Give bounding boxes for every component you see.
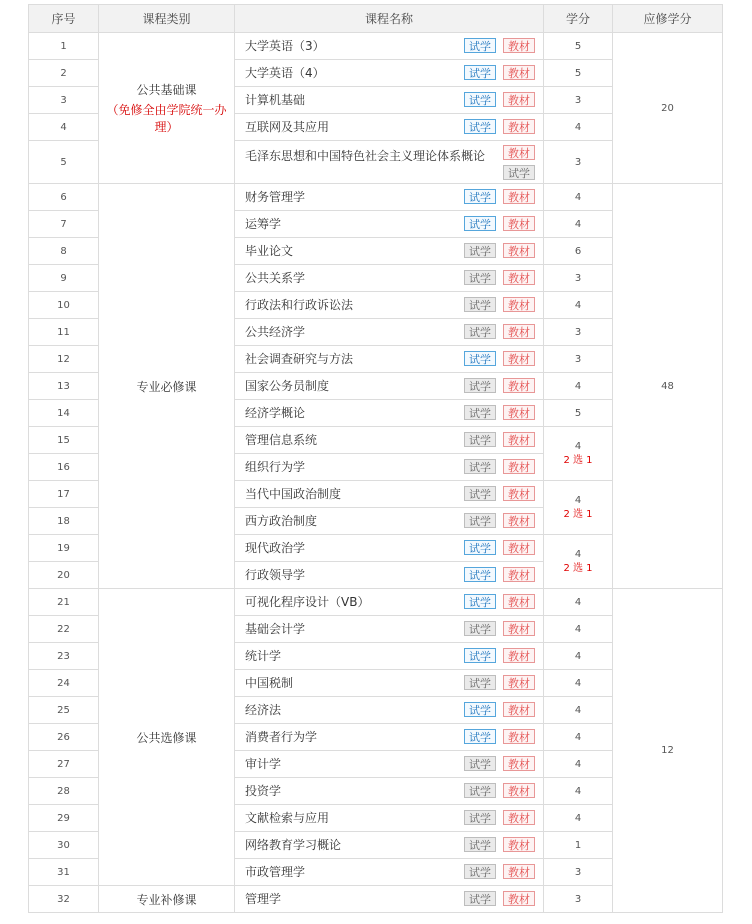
course-name[interactable]: 审计学	[245, 757, 282, 771]
course-number: 32	[29, 886, 99, 913]
course-name[interactable]: 组织行为学	[245, 460, 306, 474]
course-name[interactable]: 中国税制	[245, 676, 294, 690]
course-number: 17	[29, 481, 99, 508]
course-name-cell	[235, 400, 544, 427]
try-learn-button[interactable]: 试学	[464, 405, 496, 420]
course-name[interactable]: 基础会计学	[245, 622, 306, 636]
course-credit: 1	[544, 832, 613, 859]
course-credit: 4	[544, 751, 613, 778]
course-credit: 4	[544, 697, 613, 724]
course-number: 20	[29, 562, 99, 589]
textbook-button[interactable]: 教材	[503, 810, 535, 825]
credit-value: 4	[574, 494, 582, 506]
course-name-cell	[235, 535, 544, 562]
course-number: 30	[29, 832, 99, 859]
textbook-button[interactable]: 教材	[503, 540, 535, 555]
choice-note: 2 选 1	[563, 562, 593, 574]
course-name[interactable]: 消费者行为学	[245, 730, 318, 744]
try-learn-button[interactable]: 试学	[464, 324, 496, 339]
try-learn-button[interactable]: 试学	[464, 378, 496, 393]
course-name[interactable]: 现代政治学	[245, 541, 306, 555]
course-number: 22	[29, 616, 99, 643]
course-name[interactable]: 经济法	[245, 703, 282, 717]
course-credit: 4	[544, 211, 613, 238]
textbook-button[interactable]: 教材	[503, 864, 535, 879]
textbook-button[interactable]: 教材	[503, 567, 535, 582]
course-name[interactable]: 经济学概论	[245, 406, 306, 420]
textbook-button[interactable]: 教材	[503, 297, 535, 312]
course-name-cell	[235, 832, 544, 859]
course-name-cell	[235, 778, 544, 805]
course-name-cell	[235, 265, 544, 292]
course-name[interactable]: 管理信息系统	[245, 433, 318, 447]
textbook-button[interactable]: 教材	[503, 405, 535, 420]
course-name[interactable]: 统计学	[245, 649, 282, 663]
course-name[interactable]: 网络教育学习概论	[245, 838, 342, 852]
textbook-button[interactable]: 教材	[503, 92, 535, 107]
course-credit: 5	[544, 33, 613, 60]
course-name-cell	[235, 589, 544, 616]
try-learn-button[interactable]: 试学	[464, 891, 496, 906]
course-number: 24	[29, 670, 99, 697]
course-number: 28	[29, 778, 99, 805]
try-learn-button[interactable]: 试学	[464, 675, 496, 690]
textbook-button[interactable]: 教材	[503, 378, 535, 393]
textbook-button[interactable]: 教材	[503, 324, 535, 339]
course-name[interactable]: 大学英语（3）	[245, 39, 325, 53]
course-number: 6	[29, 184, 99, 211]
course-number: 29	[29, 805, 99, 832]
required-credits: 12	[613, 589, 723, 913]
course-name[interactable]: 毛泽东思想和中国特色社会主义理论体系概论	[245, 149, 486, 163]
textbook-button[interactable]: 教材	[503, 145, 535, 160]
course-name[interactable]: 市政管理学	[245, 865, 306, 879]
course-number: 7	[29, 211, 99, 238]
try-learn-button[interactable]: 试学	[464, 351, 496, 366]
textbook-button[interactable]: 教材	[503, 270, 535, 285]
course-credit: 4	[544, 292, 613, 319]
textbook-button[interactable]: 教材	[503, 729, 535, 744]
textbook-button[interactable]: 教材	[503, 648, 535, 663]
textbook-button[interactable]: 教材	[503, 459, 535, 474]
course-credit: 3	[544, 346, 613, 373]
textbook-button[interactable]: 教材	[503, 189, 535, 204]
textbook-button[interactable]: 教材	[503, 119, 535, 134]
course-credit	[544, 427, 613, 481]
course-number: 11	[29, 319, 99, 346]
textbook-button[interactable]: 教材	[503, 756, 535, 771]
course-name-cell	[235, 886, 544, 913]
course-name-cell	[235, 427, 544, 454]
course-name-cell	[235, 292, 544, 319]
try-learn-button[interactable]: 试学	[464, 756, 496, 771]
try-learn-button[interactable]: 试学	[464, 243, 496, 258]
course-name[interactable]: 管理学	[245, 892, 282, 906]
course-credit: 4	[544, 670, 613, 697]
course-name[interactable]: 行政法和行政诉讼法	[245, 298, 354, 312]
course-name-cell	[235, 319, 544, 346]
textbook-button[interactable]: 教材	[503, 594, 535, 609]
try-learn-button[interactable]: 试学	[464, 119, 496, 134]
credit-value: 4	[574, 548, 582, 560]
course-credit: 3	[544, 859, 613, 886]
course-name[interactable]: 计算机基础	[245, 93, 306, 107]
course-name[interactable]: 投资学	[245, 784, 282, 798]
choice-note: 2 选 1	[563, 454, 593, 466]
course-number: 13	[29, 373, 99, 400]
textbook-button[interactable]: 教材	[503, 621, 535, 636]
category-note: （免修全由学院统一办理）	[106, 103, 227, 134]
course-name-cell	[235, 373, 544, 400]
try-learn-button[interactable]: 试学	[464, 486, 496, 501]
try-learn-button[interactable]: 试学	[464, 189, 496, 204]
course-credit	[544, 535, 613, 589]
course-credit: 5	[544, 400, 613, 427]
course-name[interactable]: 互联网及其应用	[245, 120, 330, 134]
required-credits: 20	[613, 33, 723, 184]
try-learn-button[interactable]: 试学	[464, 567, 496, 582]
table-row	[29, 33, 723, 60]
course-name-cell	[235, 751, 544, 778]
course-name-cell	[235, 643, 544, 670]
try-learn-button[interactable]: 试学	[464, 38, 496, 53]
course-name-cell	[235, 60, 544, 87]
course-number: 15	[29, 427, 99, 454]
course-credit: 4	[544, 616, 613, 643]
course-number: 12	[29, 346, 99, 373]
course-category	[99, 886, 235, 913]
course-number: 26	[29, 724, 99, 751]
header-name: 课程名称	[235, 5, 544, 33]
course-number: 14	[29, 400, 99, 427]
header-row	[29, 5, 723, 33]
course-name[interactable]: 大学英语（4）	[245, 66, 325, 80]
course-number: 19	[29, 535, 99, 562]
credit-value: 4	[574, 440, 582, 452]
course-name-cell	[235, 724, 544, 751]
course-name[interactable]: 行政领导学	[245, 568, 306, 582]
header-category: 课程类别	[99, 5, 235, 33]
course-name-cell	[235, 33, 544, 60]
try-learn-button[interactable]: 试学	[464, 621, 496, 636]
course-category	[99, 589, 235, 886]
course-name-cell	[235, 454, 544, 481]
course-table	[28, 4, 723, 913]
try-learn-button[interactable]: 试学	[464, 432, 496, 447]
textbook-button[interactable]: 教材	[503, 486, 535, 501]
course-number: 21	[29, 589, 99, 616]
course-number: 27	[29, 751, 99, 778]
course-name-cell	[235, 616, 544, 643]
try-learn-button[interactable]: 试学	[464, 297, 496, 312]
course-credit: 4	[544, 114, 613, 141]
textbook-button[interactable]: 教材	[503, 432, 535, 447]
try-learn-button[interactable]: 试学	[464, 783, 496, 798]
course-number: 5	[29, 141, 99, 184]
course-name-cell	[235, 211, 544, 238]
course-credit: 3	[544, 141, 613, 184]
course-name[interactable]: 公共关系学	[245, 271, 306, 285]
try-learn-button[interactable]: 试学	[464, 837, 496, 852]
try-learn-button[interactable]: 试学	[464, 810, 496, 825]
try-learn-button[interactable]: 试学	[464, 864, 496, 879]
try-learn-button[interactable]: 试学	[464, 65, 496, 80]
header-required: 应修学分	[613, 5, 723, 33]
course-credit: 4	[544, 373, 613, 400]
course-credit: 3	[544, 265, 613, 292]
category-label: 公共基础课	[136, 83, 197, 97]
course-number: 8	[29, 238, 99, 265]
textbook-button[interactable]: 教材	[503, 783, 535, 798]
required-credits: 48	[613, 184, 723, 589]
try-learn-button[interactable]: 试学	[464, 702, 496, 717]
course-name[interactable]: 西方政治制度	[245, 514, 318, 528]
course-category	[99, 33, 235, 184]
course-name[interactable]: 国家公务员制度	[245, 379, 330, 393]
try-learn-button[interactable]: 试学	[464, 648, 496, 663]
course-name-cell	[235, 481, 544, 508]
textbook-button[interactable]: 教材	[503, 243, 535, 258]
category-label: 公共选修课	[136, 730, 197, 745]
try-learn-button[interactable]: 试学	[464, 270, 496, 285]
course-name-cell	[235, 859, 544, 886]
course-name[interactable]: 社会调查研究与方法	[245, 352, 354, 366]
textbook-button[interactable]: 教材	[503, 351, 535, 366]
header-credit: 学分	[544, 5, 613, 33]
course-number: 18	[29, 508, 99, 535]
course-name-cell	[235, 508, 544, 535]
course-name-cell	[235, 346, 544, 373]
course-credit: 5	[544, 60, 613, 87]
course-credit: 4	[544, 589, 613, 616]
course-number: 2	[29, 60, 99, 87]
course-number: 23	[29, 643, 99, 670]
course-number: 31	[29, 859, 99, 886]
course-credit: 4	[544, 643, 613, 670]
course-credit: 4	[544, 724, 613, 751]
course-number: 9	[29, 265, 99, 292]
category-label: 专业补修课	[136, 892, 197, 907]
course-credit: 4	[544, 778, 613, 805]
course-name-cell	[235, 87, 544, 114]
course-name[interactable]: 运筹学	[245, 217, 282, 231]
try-learn-button[interactable]: 试学	[464, 92, 496, 107]
textbook-button[interactable]: 教材	[503, 38, 535, 53]
course-number: 10	[29, 292, 99, 319]
textbook-button[interactable]: 教材	[503, 216, 535, 231]
try-learn-button[interactable]: 试学	[464, 594, 496, 609]
course-name[interactable]: 财务管理学	[245, 190, 306, 204]
course-name-cell	[235, 805, 544, 832]
choice-note: 2 选 1	[563, 508, 593, 520]
try-learn-button[interactable]: 试学	[503, 165, 535, 180]
course-credit: 6	[544, 238, 613, 265]
course-number: 4	[29, 114, 99, 141]
course-number: 25	[29, 697, 99, 724]
course-number: 3	[29, 87, 99, 114]
course-name-cell	[235, 114, 544, 141]
try-learn-button[interactable]: 试学	[464, 513, 496, 528]
textbook-button[interactable]: 教材	[503, 891, 535, 906]
course-name-cell	[235, 184, 544, 211]
course-credit	[544, 481, 613, 535]
course-name-cell	[235, 697, 544, 724]
table-row	[29, 184, 723, 211]
textbook-button[interactable]: 教材	[503, 65, 535, 80]
course-category	[99, 184, 235, 589]
course-name[interactable]: 文献检索与应用	[245, 811, 330, 825]
try-learn-button[interactable]: 试学	[464, 216, 496, 231]
try-learn-button[interactable]: 试学	[464, 540, 496, 555]
course-name-cell	[235, 670, 544, 697]
course-credit: 3	[544, 886, 613, 913]
course-name[interactable]: 当代中国政治制度	[245, 487, 342, 501]
header-num: 序号	[29, 5, 99, 33]
course-name-cell	[235, 238, 544, 265]
course-number: 16	[29, 454, 99, 481]
course-number: 1	[29, 33, 99, 60]
course-credit: 4	[544, 184, 613, 211]
course-name[interactable]: 可视化程序设计（VB）	[245, 595, 370, 609]
textbook-button[interactable]: 教材	[503, 837, 535, 852]
category-label: 专业必修课	[136, 379, 197, 394]
course-name[interactable]: 公共经济学	[245, 325, 306, 339]
try-learn-button[interactable]: 试学	[464, 459, 496, 474]
course-credit: 3	[544, 87, 613, 114]
try-learn-button[interactable]: 试学	[464, 729, 496, 744]
textbook-button[interactable]: 教材	[503, 513, 535, 528]
course-credit: 3	[544, 319, 613, 346]
textbook-button[interactable]: 教材	[503, 702, 535, 717]
course-name-cell	[235, 562, 544, 589]
textbook-button[interactable]: 教材	[503, 675, 535, 690]
course-name-cell	[235, 141, 544, 184]
course-name[interactable]: 毕业论文	[245, 244, 294, 258]
course-credit: 4	[544, 805, 613, 832]
table-row	[29, 589, 723, 616]
